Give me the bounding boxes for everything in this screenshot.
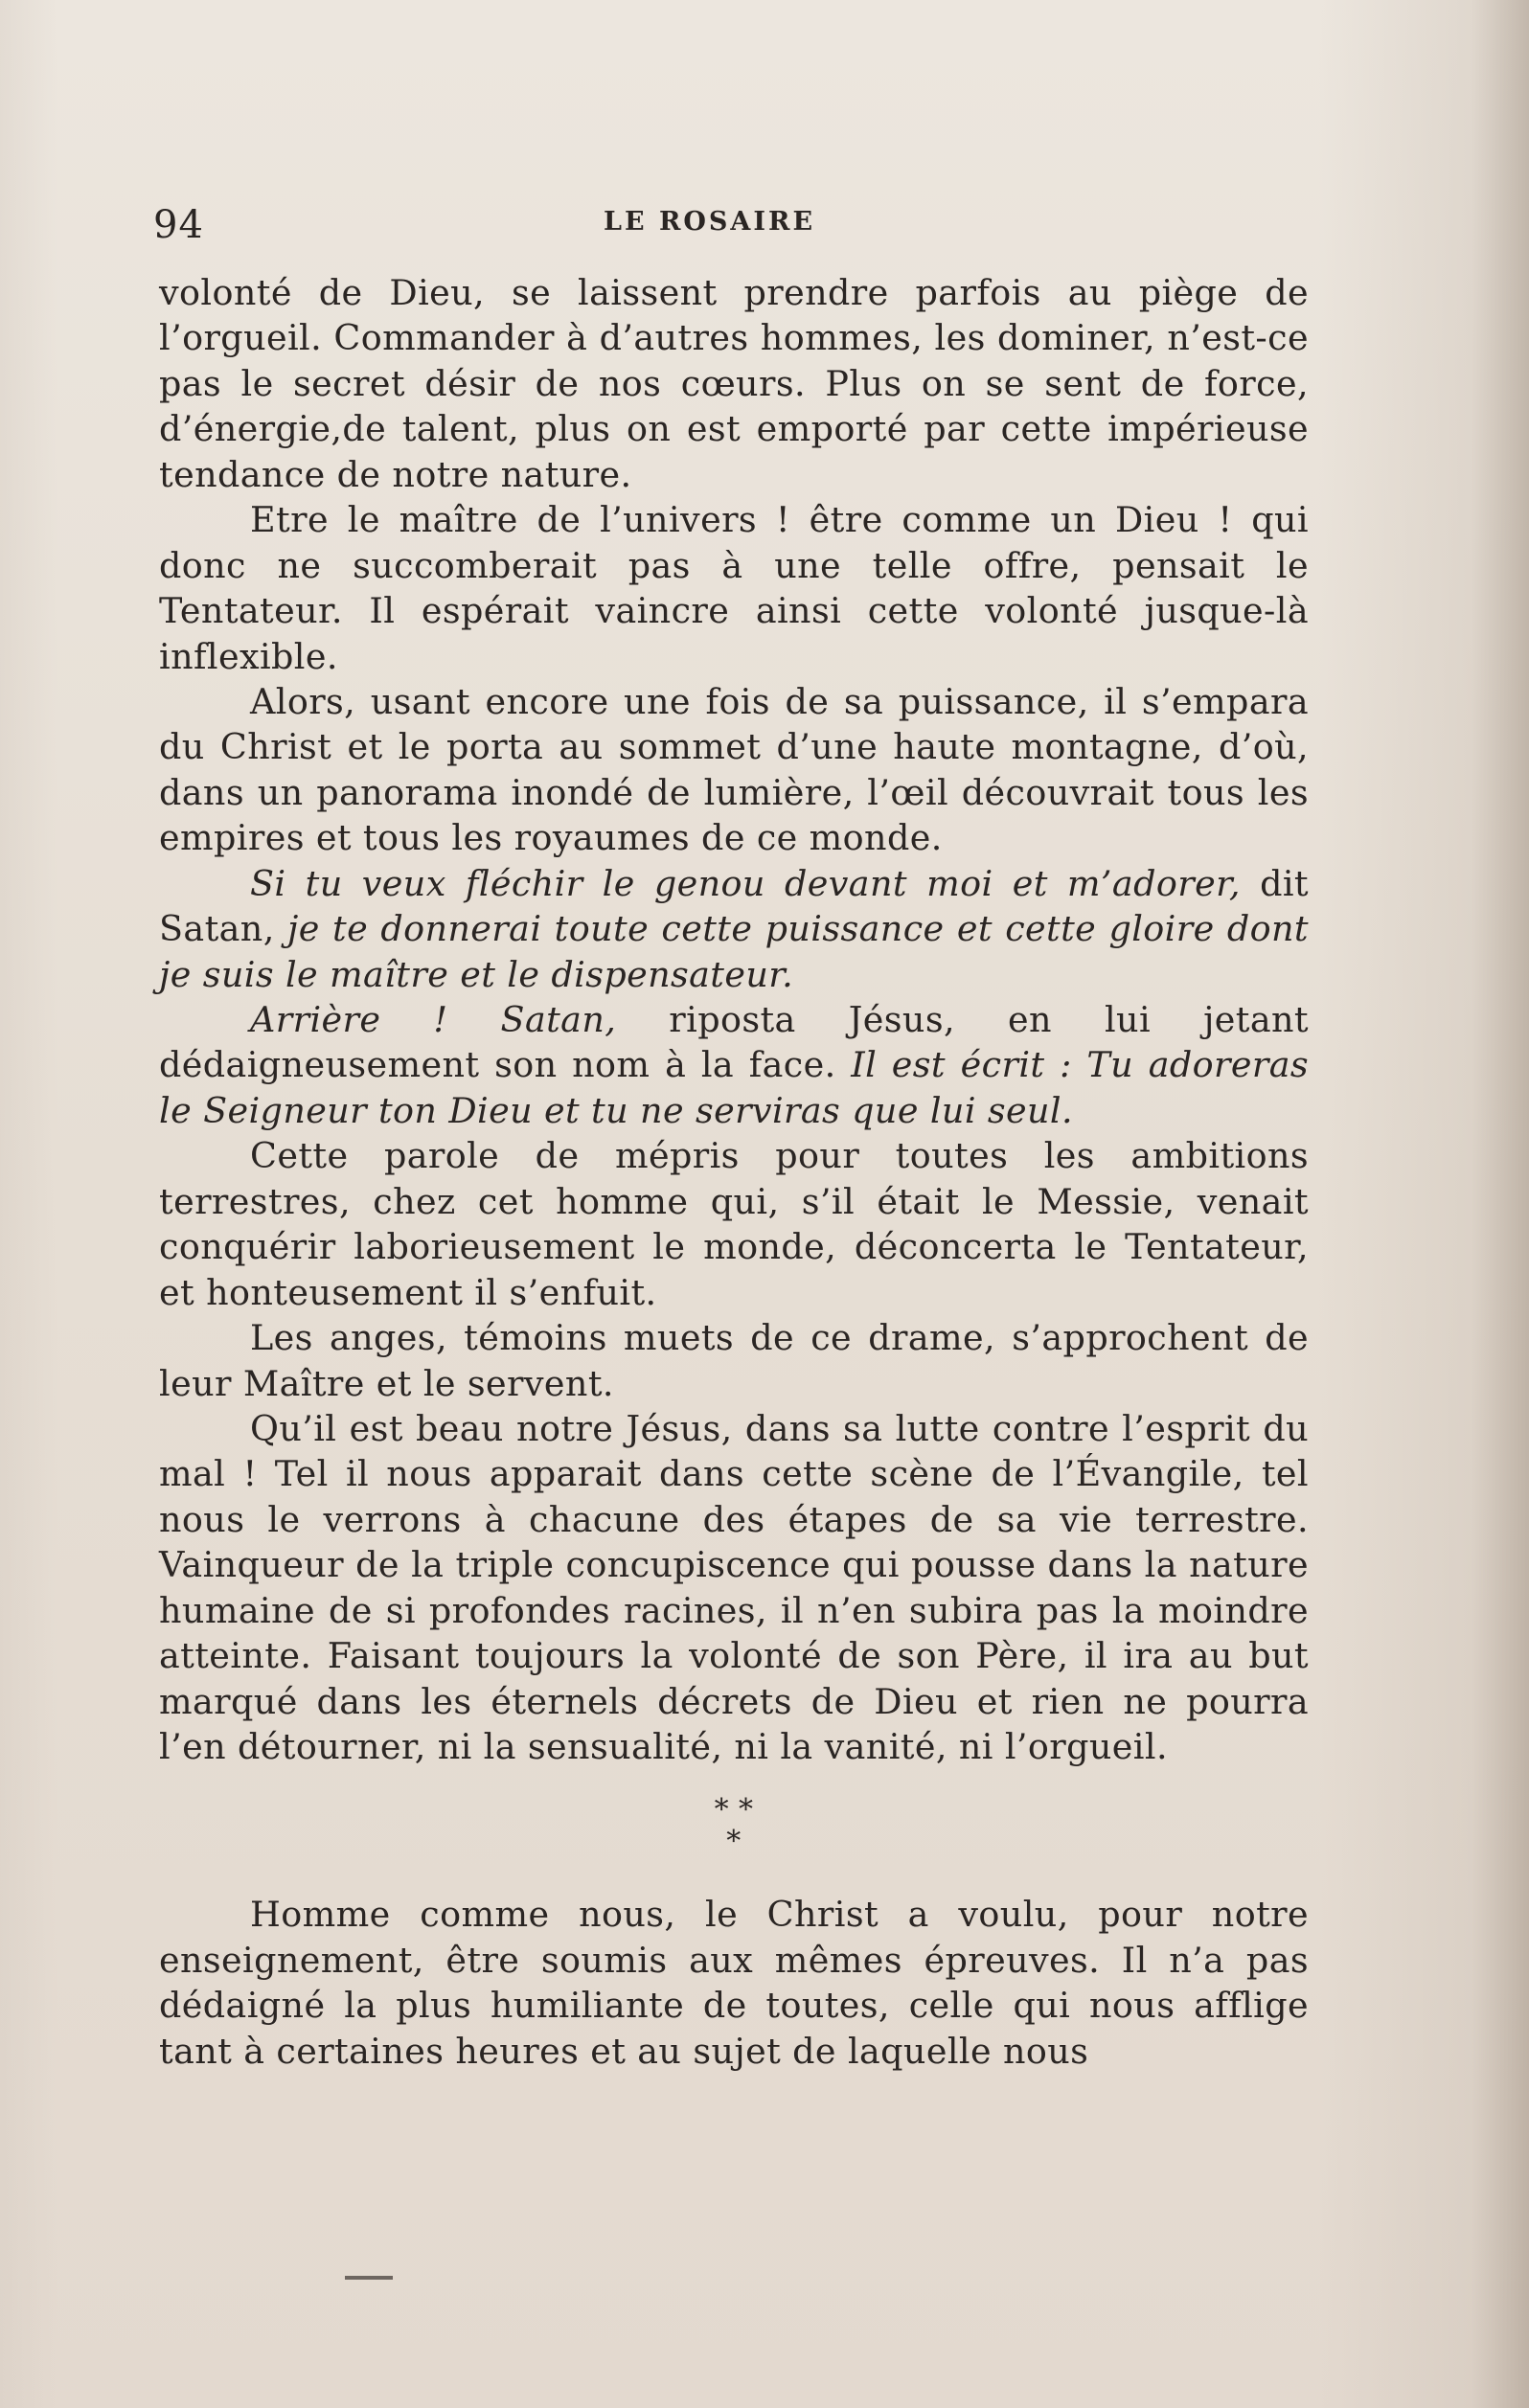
paragraph-3: Alors, usant encore une fois de sa puissance, il s’empara du Christ et le porta au sommet d’une haute montagne, d’où, dans un panorama inondé de lumière, l’œil découvrait tous les empires et tous les royaumes de ce monde.	[159, 680, 1309, 859]
asterism-top: * *	[714, 1793, 754, 1828]
paragraph-5-roman: riposta Jésus, en lui jetant dédaigneusement son nom à la face.	[159, 999, 1309, 1086]
paragraph-6: Cette parole de mépris pour toutes les ambitions terrestres, chez cet homme qui, s’il était le Messie, venait conquérir laborieusement le monde, déconcerta le Tentateur, et honteusement il s’enfuit.	[159, 1135, 1309, 1313]
paragraph-8: Qu’il est beau notre Jésus, dans sa lutte contre l’esprit du mal ! Tel il nous apparait dans cette scène de l’Évangile, tel nous le verrons à chacune des étapes de sa vie terrestre. Vainqueur de la triple concupiscence qui pousse dans la nature humaine de si profondes racines, il n’en subira pas la moindre atteinte. Faisant toujours la volonté de son Père, il ira au but marqué dans les éternels décrets de Dieu et rien ne pourra l’en détourner, ni la sensualité, ni la vanité, ni l’orgueil.	[159, 1407, 1309, 1767]
paragraph-4	[159, 861, 1309, 997]
page-body	[159, 270, 1309, 2074]
paragraph-7: Les anges, témoins muets de ce drame, s’approchent de leur Maître et le servent.	[159, 1317, 1309, 1404]
page-header	[153, 203, 1311, 261]
running-head: LE ROSAIRE	[604, 207, 816, 237]
section-separator	[159, 1794, 1309, 1857]
paragraph-4-roman: dit Satan,	[159, 862, 1309, 950]
paragraph-5	[159, 997, 1309, 1133]
paragraph-9: Homme comme nous, le Christ a voulu, pour notre enseignement, être soumis aux mêmes épreuves. Il n’a pas dédaigné la plus humiliante de toutes, celle qui nous afflige tant à certaines heures et au sujet de laquelle nous	[159, 1894, 1309, 2072]
satan-offer-quote-continued: je te donnerai toute cette puissance et cette gloire dont je suis le maître et le dispensateur.	[159, 908, 1309, 995]
satan-offer-quote: Si tu veux fléchir le genou devant moi et m’adorer,	[250, 862, 1241, 904]
scripture-quote: Il est écrit : Tu adoreras le Seigneur ton Dieu et tu ne serviras que lui seul.	[159, 1044, 1310, 1131]
asterism-bottom: *	[726, 1825, 742, 1859]
page-number: 94	[153, 203, 204, 247]
paragraph-2: Etre le maître de l’univers ! être comme un Dieu ! qui donc ne succomberait pas à une telle offre, pensait le Tentateur. Il espérait vaincre ainsi cette volonté jusque-là inflexible.	[159, 499, 1309, 677]
printing-mark	[345, 2276, 393, 2280]
jesus-reply-quote: Arrière ! Satan,	[250, 999, 617, 1040]
paragraph-1: volonté de Dieu, se laissent prendre parfois au piège de l’orgueil. Commander à d’autres hommes, les dominer, n’est-ce pas le secret désir de nos cœurs. Plus on se sent de force, d’énergie,de talent, plus on est emporté par cette impérieuse tendance de notre nature.	[159, 272, 1309, 495]
